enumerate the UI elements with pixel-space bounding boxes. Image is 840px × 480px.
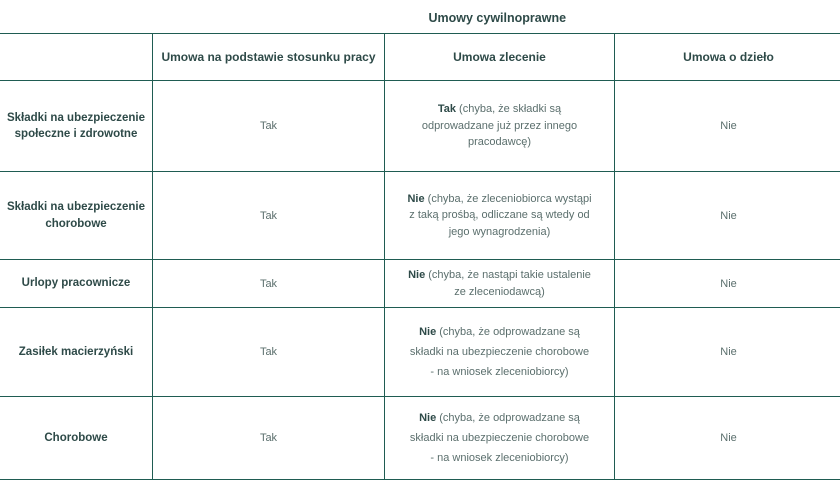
mandate-verdict: Tak bbox=[437, 103, 456, 116]
mandate-verdict: Nie bbox=[419, 412, 437, 424]
mandate-verdict: Nie bbox=[419, 326, 437, 338]
mandate-value bbox=[385, 308, 615, 397]
mandate-value bbox=[385, 397, 615, 480]
table-row bbox=[0, 308, 840, 397]
row-label: Składki na ubezpieczenie społeczne i zdrowotne bbox=[0, 81, 153, 172]
mandate-value bbox=[385, 81, 615, 172]
employment-value: Tak bbox=[153, 260, 385, 308]
row-label: Chorobowe bbox=[0, 397, 153, 480]
row-label: Składki na ubezpieczenie chorobowe bbox=[0, 172, 153, 260]
mandate-value bbox=[385, 172, 615, 260]
column-header-employment: Umowa na podstawie stosunku pracy bbox=[153, 34, 385, 81]
mandate-detail: (chyba, że odprowadzane są składki na ubezpieczenie chorobowe - na wniosek zleceniobiorcy) bbox=[409, 326, 590, 378]
contract-comparison-table bbox=[0, 3, 840, 480]
mandate-detail: (chyba, że zleceniobiorca wystąpi z taką prośbą, odliczane są wtedy od jego wynagrodzenia) bbox=[409, 192, 592, 238]
group-header-civil-contracts: Umowy cywilnoprawne bbox=[153, 3, 840, 34]
row-label: Zasiłek macierzyński bbox=[0, 308, 153, 397]
employment-value: Tak bbox=[153, 308, 385, 397]
mandate-verdict: Nie bbox=[408, 269, 426, 281]
work-value: Nie bbox=[615, 260, 840, 308]
table-row bbox=[0, 81, 840, 172]
column-header-mandate: Umowa zlecenie bbox=[385, 34, 615, 81]
mandate-verdict: Nie bbox=[407, 192, 425, 205]
mandate-value bbox=[385, 260, 615, 308]
work-value: Nie bbox=[615, 81, 840, 172]
header-blank-cell bbox=[0, 34, 153, 81]
employment-value: Tak bbox=[153, 81, 385, 172]
table-row bbox=[0, 172, 840, 260]
column-header-work: Umowa o dzieło bbox=[615, 34, 840, 81]
mandate-detail: (chyba, że odprowadzane są składki na ubezpieczenie chorobowe - na wniosek zleceniobiorcy) bbox=[409, 412, 590, 464]
work-value: Nie bbox=[615, 308, 840, 397]
work-value: Nie bbox=[615, 172, 840, 260]
row-label: Urlopy pracownicze bbox=[0, 260, 153, 308]
table-group-header-row bbox=[0, 3, 840, 34]
employment-value: Tak bbox=[153, 397, 385, 480]
mandate-detail: (chyba, że składki są odprowadzane już przez innego pracodawcę) bbox=[421, 103, 578, 149]
mandate-detail: (chyba, że nastąpi takie ustalenie ze zleceniodawcą) bbox=[428, 269, 591, 298]
group-header-blank-cell bbox=[0, 3, 153, 34]
table-row bbox=[0, 260, 840, 308]
work-value: Nie bbox=[615, 397, 840, 480]
table-row bbox=[0, 397, 840, 480]
table-column-header-row bbox=[0, 34, 840, 81]
employment-value: Tak bbox=[153, 172, 385, 260]
